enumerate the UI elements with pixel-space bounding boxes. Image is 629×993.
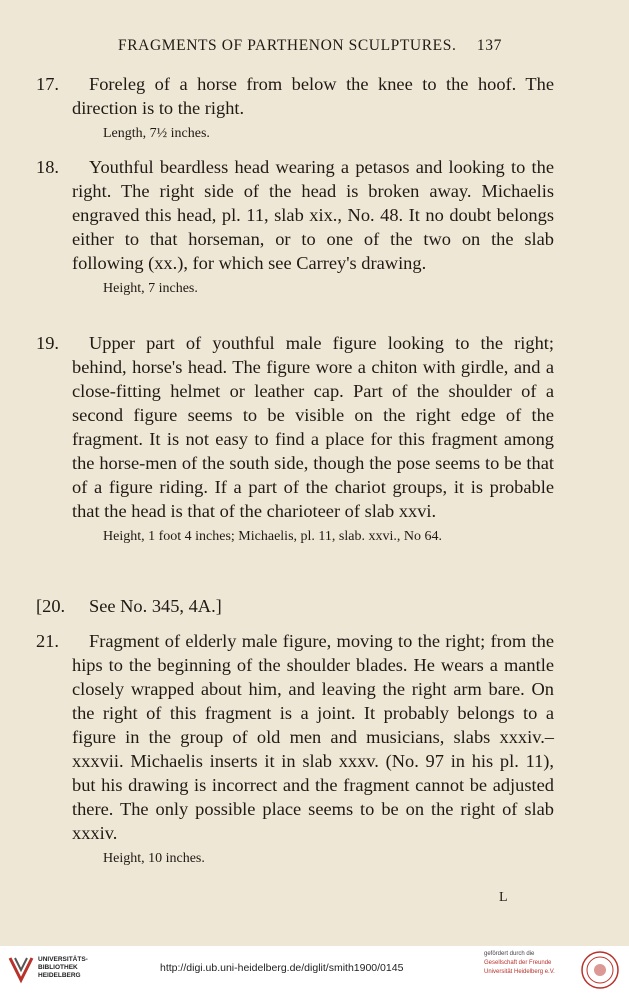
permalink-url[interactable]: http://digi.ub.uni-heidelberg.de/diglit/smith1900/0145 xyxy=(160,962,404,974)
entry-text: Fragment of elderly male figure, moving to the right; from the hips to the beginning of the shoulder blades. He wears a mantle closely wrapped about him, and leaving the right arm bare. On the right of this fragment is a joint. It probably belongs to a figure in the group of old men and musicians, slabs xxxiv.–xxxvii. Michaelis inserts it in slab xxxv. (No. 97 in his pl. 11), but his drawing is incorrect and the fragment cannot be adjusted there. The only possible place seems to be on the right of slab xxxiv. xyxy=(72,631,554,843)
university-seal-icon xyxy=(580,950,620,990)
entry-measurement: Length, 7½ inches. xyxy=(103,126,210,141)
entry-measurement: Height, 10 inches. xyxy=(103,851,205,866)
catalogue-entry-21 xyxy=(36,629,554,869)
running-title: FRAGMENTS OF PARTHENON SCULPTURES. xyxy=(118,37,457,54)
catalogue-entry-19 xyxy=(36,331,554,547)
entry-text: Foreleg of a horse from below the knee to the hoof. The direction is to the right. xyxy=(72,74,554,118)
entry-number: 17. xyxy=(36,74,59,94)
entry-measurement: Height, 7 inches. xyxy=(103,281,198,296)
catalogue-entry-20 xyxy=(36,594,554,618)
entry-text: Youthful beardless head wearing a petasos and looking to the right. The right side of the head is broken away. Michaelis engraved this head, pl. 11, slab xix., No. 48. It no doubt belongs either to that horseman, or to one of the two on the slab following (xx.), for which see Carrey's drawing. xyxy=(72,157,554,273)
sponsor-credit: gefördert durch die Gesellschaft der Freunde Universität Heidelberg e.V. xyxy=(484,951,555,975)
entry-number: 19. xyxy=(36,333,59,353)
library-name: UNIVERSITÄTS- BIBLIOTHEK HEIDELBERG xyxy=(38,956,88,979)
page-number: 137 xyxy=(476,37,502,54)
entry-number: [20. xyxy=(36,596,66,616)
entry-text: See No. 345, 4A.] xyxy=(89,596,222,616)
catalogue-entry-17 xyxy=(36,72,554,144)
entry-text: Upper part of youthful male figure looking to the right; behind, horse's head. The figure wore a chiton with girdle, and a close-fitting helmet or leather cap. Part of the shoulder of a second figure seems to be visible on the right edge of the fragment. It is not easy to find a place for this fragment among the horse-men of the south side, though the pose seems to be that of a figure riding. If a part of the chariot groups, it is probable that the head is that of the charioteer of slab xxvi. xyxy=(72,333,554,521)
library-logo-icon xyxy=(8,954,34,984)
running-header xyxy=(118,37,502,55)
signature-mark: L xyxy=(499,890,508,905)
entry-number: 18. xyxy=(36,157,59,177)
viewer-footer xyxy=(0,946,629,993)
catalogue-entry-18 xyxy=(36,155,554,299)
entry-measurement: Height, 1 foot 4 inches; Michaelis, pl. 11, slab. xxvi., No 64. xyxy=(103,529,442,544)
entry-number: 21. xyxy=(36,631,59,651)
